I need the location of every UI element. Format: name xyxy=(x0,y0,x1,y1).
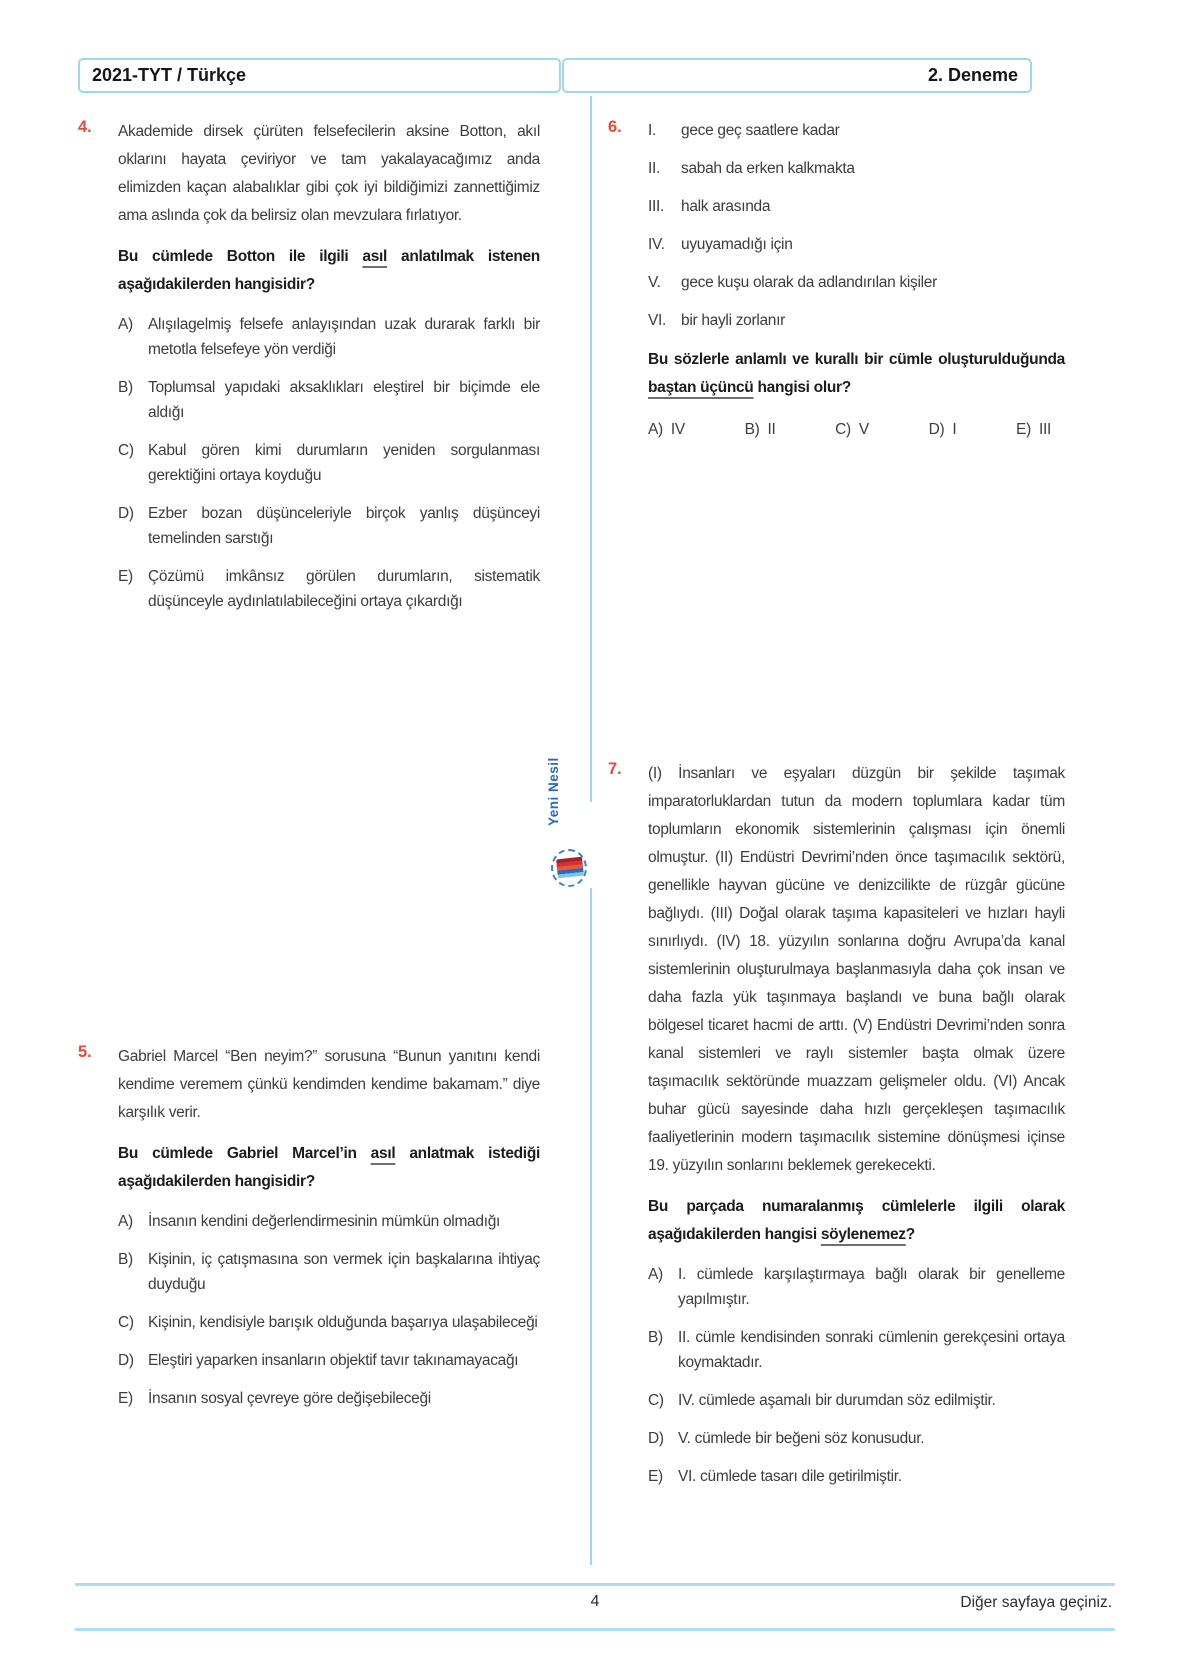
option-text: Alışılagelmiş felsefe anlayışından uzak durarak farklı bir metotla felsefeye yön verdiği xyxy=(148,316,540,358)
footer-divider-top xyxy=(75,1583,1115,1586)
item-text: gece geç saatlere kadar xyxy=(681,122,840,139)
prompt-text: Bu cümlede Botton ile ilgili xyxy=(118,248,363,265)
option xyxy=(648,1325,1065,1375)
numbered-item xyxy=(648,232,1065,257)
prompt-text: ? xyxy=(905,1226,915,1243)
option-text: I. cümlede karşılaştırmaya bağlı olarak bir genelleme yapılmıştır. xyxy=(678,1266,1065,1308)
question-prompt xyxy=(648,346,1065,402)
item-numeral: IV. xyxy=(648,236,665,253)
option xyxy=(835,417,869,442)
item-text: sabah da erken kalkmakta xyxy=(681,160,855,177)
option-letter: E) xyxy=(118,568,133,585)
option-text: Toplumsal yapıdaki aksaklıkları eleştirel bir biçimde ele aldığı xyxy=(148,379,540,421)
option-text: Eleştiri yaparken insanların objektif tavır takınamayacağı xyxy=(148,1352,519,1369)
question-prompt xyxy=(118,243,540,299)
item-text: gece kuşu olarak da adlandırılan kişiler xyxy=(681,274,937,291)
prompt-text: Bu cümlede Gabriel Marcel’in xyxy=(118,1145,371,1162)
next-page-note: Diğer sayfaya geçiniz. xyxy=(960,1594,1112,1611)
option-letter: C) xyxy=(648,1392,664,1409)
option-text: IV xyxy=(670,421,685,438)
prompt-text: hangisi olur? xyxy=(753,379,851,396)
option xyxy=(118,564,540,614)
item-text: uyuyamadığı için xyxy=(681,236,793,253)
question-number: 4. xyxy=(78,118,92,136)
question-text: Akademide dirsek çürüten felsefecilerin aksine Botton, akıl oklarını hayata çeviriyor ve tam yakalayacağımız anda elimizden kaçan alabalıklar gibi çok iyi bildiğimizi zannettiğimiz ama aslında çok da belirsiz olan mevzulara fırlatıyor. xyxy=(118,123,540,224)
option-letter: D) xyxy=(928,421,945,438)
question-prompt xyxy=(118,1140,540,1196)
question-number: 7. xyxy=(608,760,622,778)
publisher-logo-text: Yeni Nesil xyxy=(546,757,561,827)
prompt-underlined-word: söylenemez xyxy=(820,1226,906,1243)
numbered-item xyxy=(648,194,1065,219)
question-text: Gabriel Marcel “Ben neyim?” sorusuna “Bunun yanıtını kendi kendime veremem çünkü kendimden kendime bakamam.” diye karşılık verir. xyxy=(118,1048,540,1121)
option xyxy=(118,312,540,362)
option xyxy=(648,1426,1065,1451)
option-letter: D) xyxy=(118,1352,134,1369)
option-text: İnsanın kendini değerlendirmesinin mümkün olmadığı xyxy=(148,1213,501,1230)
option-letter: A) xyxy=(648,1266,663,1283)
option-letter: B) xyxy=(648,1329,663,1346)
numbered-item xyxy=(648,270,1065,295)
option-letter: A) xyxy=(648,421,663,438)
option-text: VI. cümlede tasarı dile getirilmiştir. xyxy=(678,1468,902,1485)
option-letter: B) xyxy=(744,421,760,438)
option-text: IV. cümlede aşamalı bir durumdan söz edilmiştir. xyxy=(678,1392,996,1409)
option-text: Kişinin, iç çatışmasına son vermek için başkalarına ihtiyaç duyduğu xyxy=(148,1251,540,1293)
option-letter: E) xyxy=(648,1468,663,1485)
option-letter: A) xyxy=(118,316,133,333)
item-numeral: I. xyxy=(648,122,657,139)
question-6 xyxy=(608,118,1065,442)
option-letter: B) xyxy=(118,379,133,396)
option-letter: A) xyxy=(118,1213,133,1230)
option xyxy=(118,375,540,425)
option xyxy=(929,417,957,442)
option-text: II xyxy=(767,421,776,438)
options-row xyxy=(648,417,1065,442)
question-7 xyxy=(608,760,1065,1489)
option-letter: C) xyxy=(118,442,134,459)
prompt-text: anlatılmak istenen aşağıdakilerden hangisidir? xyxy=(118,248,540,293)
option-letter: B) xyxy=(118,1251,133,1268)
prompt-underlined-word: asıl xyxy=(362,248,388,265)
option xyxy=(118,1386,540,1411)
numbered-item xyxy=(648,308,1065,333)
option-letter: E) xyxy=(118,1390,133,1407)
option-text: V. cümlede bir beğeni söz konusudur. xyxy=(678,1430,925,1447)
option-text: İnsanın sosyal çevreye göre değişebileceği xyxy=(148,1390,431,1407)
item-text: halk arasında xyxy=(681,198,771,215)
option xyxy=(118,501,540,551)
numbered-item xyxy=(648,118,1065,143)
prompt-underlined-word: asıl xyxy=(370,1145,396,1162)
item-text: bir hayli zorlanır xyxy=(681,312,786,329)
question-number: 6. xyxy=(608,118,622,136)
column-divider-top xyxy=(590,96,592,802)
option xyxy=(1016,417,1051,442)
option xyxy=(118,1310,540,1335)
prompt-text: Bu sözlerle anlamlı ve kurallı bir cümle oluşturulduğunda xyxy=(648,351,1065,368)
right-column xyxy=(608,118,1065,1568)
option-text: II. cümle kendisinden sonraki cümlenin gerekçesini ortaya koymaktadır. xyxy=(678,1329,1065,1371)
option-text: Çözümü imkânsız görülen durumların, sistematik düşünceyle aydınlatılabileceğini ortaya çıkardığı xyxy=(148,568,540,610)
option xyxy=(745,417,776,442)
page-number: 4 xyxy=(590,1593,600,1610)
item-numeral: V. xyxy=(648,274,661,291)
option xyxy=(648,417,685,442)
option-letter: C) xyxy=(835,421,851,438)
item-numeral: VI. xyxy=(648,312,667,329)
prompt-underlined-word: baştan üçüncü xyxy=(648,379,754,396)
item-numeral: II. xyxy=(648,160,661,177)
numbered-item xyxy=(648,156,1065,181)
option xyxy=(648,1388,1065,1413)
option-text: Ezber bozan düşünceleriyle birçok yanlış düşünceyi temelinden sarstığı xyxy=(148,505,540,547)
option-text: Kabul gören kimi durumların yeniden sorgulanması gerektiğini ortaya koyduğu xyxy=(148,442,540,484)
prompt-text: anlatmak istediği aşağıdakilerden hangisidir? xyxy=(118,1145,540,1190)
header-exam-box xyxy=(562,58,1032,93)
option-letter: D) xyxy=(648,1430,664,1447)
footer-divider-bottom xyxy=(75,1628,1115,1631)
option-letter: D) xyxy=(118,505,134,522)
option-letter: E) xyxy=(1016,421,1031,438)
option xyxy=(118,438,540,488)
question-4 xyxy=(78,118,540,614)
header-exam-label: 2. Deneme xyxy=(927,65,1018,85)
left-column xyxy=(78,118,540,1568)
prompt-text: Bu parçada numaralanmış cümlelerle ilgili olarak aşağıdakilerden hangisi xyxy=(648,1198,1065,1243)
option-text: I xyxy=(952,421,957,438)
option-text: III xyxy=(1038,421,1051,438)
option xyxy=(118,1209,540,1234)
item-numeral: III. xyxy=(648,198,665,215)
header-course-box xyxy=(78,58,561,93)
publisher-logo-icon xyxy=(551,849,587,887)
option xyxy=(118,1348,540,1373)
option-text: Kişinin, kendisiyle barışık olduğunda başarıya ulaşabileceği xyxy=(148,1314,538,1331)
question-text: (I) İnsanları ve eşyaları düzgün bir şekilde taşımak imparatorluklardan tutun da modern toplumlara kadar tüm toplumların ekonomik sistemlerinin çalışması için önemli olmuştur. (II) Endüstri Devrimi’nden önce taşımacılık sektörü, genellikle hayvan gücüne ve denizcilikte de rüzgâr gücüne bağlıydı. (III) Doğal olarak taşıma kapasiteleri ve hızları hayli sınırlıydı. (IV) 18. yüzyılın sonlarına doğru Avrupa’da kanal sistemlerinin oluşturulmaya başlanmasıyla daha çok insan ve daha fazla yük taşınmaya başlandı ve buna bağlı olarak bölgesel ticaret hacmi de arttı. (V) Endüstri Devrimi’nden sonra kanal sistemleri ve raylı sistemler başta olmak üzere taşımacılık sektöründe muazzam gelişmeler oldu. (VI) Ancak buhar gücü sayesinde daha hızlı gerçekleşen taşımacılık faaliyetlerinin modern taşımacılık sistemine dönüşmesi içinse 19. yüzyılın sonlarını beklemek gerekecekti. xyxy=(648,765,1065,1174)
question-5 xyxy=(78,1043,540,1411)
header-course-label: 2021-TYT / Türkçe xyxy=(92,65,247,85)
option xyxy=(648,1262,1065,1312)
option xyxy=(118,1247,540,1297)
option xyxy=(648,1464,1065,1489)
question-number: 5. xyxy=(78,1043,92,1061)
logo-stripes xyxy=(556,857,584,879)
question-prompt xyxy=(648,1193,1065,1249)
column-divider-bottom xyxy=(590,888,592,1565)
option-text: V xyxy=(858,421,869,438)
option-letter: C) xyxy=(118,1314,134,1331)
